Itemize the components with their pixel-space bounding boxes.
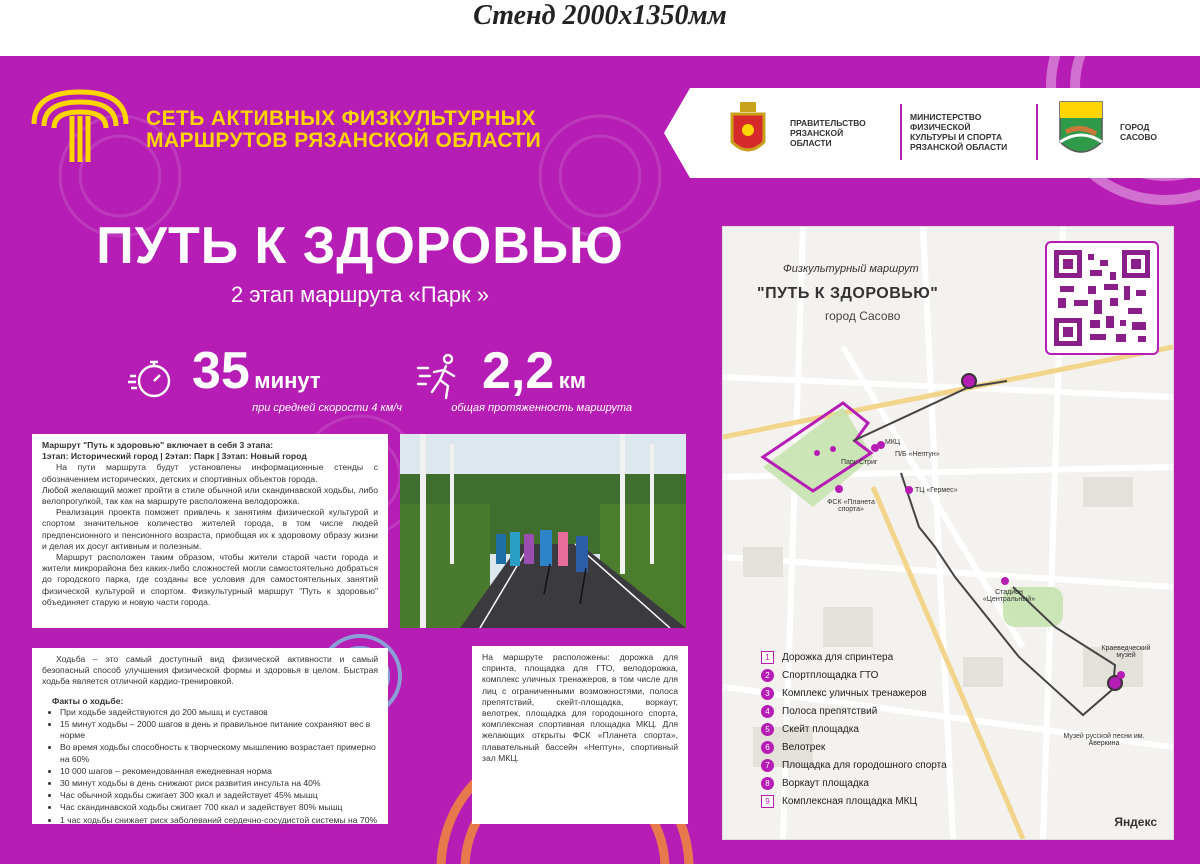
legend-item <box>761 795 917 809</box>
map-label-museum: Краеведческий музей <box>1101 645 1151 659</box>
network-title <box>146 108 666 152</box>
map-label-stadium: Стадион «Центральный» <box>982 589 1036 603</box>
legend-label: Комплексная площадка МКЦ <box>782 796 917 808</box>
distance-stat <box>451 342 682 414</box>
legend-number: 7 <box>761 759 774 772</box>
legend-item <box>761 651 893 665</box>
fact-item: • 30 минут ходьбы в день снижают риск развития инсульта на 40% <box>60 778 378 789</box>
legend-item <box>761 705 877 719</box>
route-stage: 2 этап маршрута «Парк » <box>230 282 490 307</box>
legend-number: 5 <box>761 723 774 736</box>
map-subtitle: Физкультурный маршрут <box>783 263 919 275</box>
distance-note: общая протяженность маршрута <box>451 402 632 414</box>
city-arms-icon <box>1056 98 1106 164</box>
legend-label: Скейт площадка <box>782 724 859 736</box>
legend-item <box>761 669 878 683</box>
facilities-text: На маршруте расположены: дорожка для спринта, площадка для ГТО, велодорожка, комплекс уличных тренажеров, в том числе для лиц с ограниченными возможностями, полоса препятствий, скейт-площадка, воркаут, велотрек, площадка для городошного спорта, комплексная спортивная площадка МКЦ. Для желающих открыты ФСК «Планета спорта», плавательный бассейн «Нептун», спортивный зал МКЦ. <box>482 652 678 763</box>
fact-item: • Час скандинавской ходьбы сжигает 700 ккал и задействует 80% мышц <box>60 802 378 813</box>
map-label-song-museum: Музей русской песни им. Аверкина <box>1063 733 1145 747</box>
description-paragraph: Маршрут расположен таким образом, чтобы жители старой части города и жители микрорайона без каких-либо сложностей могли самостоятельно добраться до городского парка, где созданы все условия для самостоятельных занятий физической культурой и спортом. Физкультурный маршрут "Путь к здоровью" объединяет старую и новую части города. <box>42 552 378 607</box>
map-label-park: Парк Стриг <box>841 459 878 466</box>
legend-number: 8 <box>761 777 774 790</box>
legend-item <box>761 741 825 755</box>
facilities-box <box>472 646 688 824</box>
map-label-neptune: П/Б «Нептун» <box>895 451 940 458</box>
route-map <box>722 226 1174 840</box>
facts-list <box>42 707 378 826</box>
description-paragraph: Реализация проекта поможет привлечь к занятиям физической культурой и спортом значительное количество жителей города, в том числе людей предпенсионного и пенсионного возраста, приобщая их к здоровому образу жизни и делая их досуг активным и полезным. <box>42 507 378 551</box>
walkers-photo <box>400 434 686 628</box>
fact-item: • 1 час ходьбы снижает риск заболеваний сердечно-сосудистой системы на 70% <box>60 815 378 826</box>
info-stand <box>0 56 1200 864</box>
map-label-mkc: МКЦ <box>885 439 901 446</box>
description-stages: 1этап: Исторический город | 2этап: Парк | 3этап: Новый город <box>42 451 307 462</box>
description-heading: Маршрут "Путь к здоровью" включает в себя 3 этапа: <box>42 440 274 450</box>
network-logo-icon <box>28 86 132 166</box>
network-brand <box>28 86 668 166</box>
duration-unit: минут <box>254 368 321 393</box>
route-description <box>32 434 388 628</box>
partner-government: ПРАВИТЕЛЬСТВО РЯЗАНСКОЙ ОБЛАСТИ <box>790 118 866 148</box>
duration-value: 35 <box>192 342 250 400</box>
legend-item <box>761 759 947 773</box>
legend-label: Воркаут площадка <box>782 778 869 790</box>
map-title: "ПУТЬ К ЗДОРОВЬЮ" <box>757 285 939 302</box>
walking-intro: Ходьба – это самый доступный вид физической активности и самый безопасный способ улучшения физической формы и здоровья в целом. Быстрая ходьба является отличной кардио-тренировкой. <box>42 654 378 687</box>
legend-number: 1 <box>761 651 774 664</box>
fact-item: • 15 минут ходьбы – 2000 шагов в день и правильное питание сохраняют вес в норме <box>60 719 378 741</box>
stopwatch-icon <box>128 354 176 402</box>
partners-bar <box>690 88 1200 178</box>
map-provider-logo: Яндекс <box>1114 815 1157 829</box>
qr-code[interactable] <box>1045 241 1159 355</box>
legend-item <box>761 723 859 737</box>
partner-ministry: МИНИСТЕРСТВО ФИЗИЧЕСКОЙ КУЛЬТУРЫ И СПОРТА РЯЗАНСКОЙ ОБЛАСТИ <box>910 112 1008 152</box>
coat-of-arms-icon <box>724 100 772 162</box>
map-city: город Сасово <box>825 309 901 323</box>
network-title-line2: МАРШРУТОВ РЯЗАНСКОЙ ОБЛАСТИ <box>146 129 542 152</box>
walking-facts-box <box>32 648 388 824</box>
legend-label: Дорожка для спринтера <box>782 652 894 664</box>
fact-item: • 10 000 шагов – рекомендованная ежедневная норма <box>60 766 378 777</box>
facts-title: Факты о ходьбе: <box>52 695 124 706</box>
legend-number: 2 <box>761 669 774 682</box>
runner-icon <box>416 352 466 402</box>
stand-size-caption: Стенд 2000х1350мм <box>473 0 727 31</box>
legend-number: 6 <box>761 741 774 754</box>
fact-item: • При ходьбе задействуются до 200 мышц и суставов <box>60 707 378 718</box>
duration-stat <box>192 342 402 414</box>
description-paragraph: На пути маршрута будут установлены информационные стенды с обозначением исторических, детских и спортивных объектов города. <box>42 462 378 484</box>
route-title: ПУТЬ К ЗДОРОВЬЮ <box>96 217 624 275</box>
legend-label: Площадка для городошного спорта <box>782 760 947 772</box>
legend-label: Полоса препятствий <box>782 706 878 718</box>
legend-number: 3 <box>761 687 774 700</box>
legend-label: Велотрек <box>782 742 826 754</box>
legend-number: 4 <box>761 705 774 718</box>
description-paragraph: Любой желающий может пройти в стиле обычной или скандинавской ходьбы, либо велопрогулкой, так как на маршруте расположена велодорожка. <box>42 484 378 507</box>
legend-item <box>761 687 927 701</box>
partner-city: ГОРОД САСОВО <box>1120 122 1157 142</box>
map-label-fsk: ФСК «Планета спорта» <box>827 499 875 513</box>
partner-separator <box>900 104 902 160</box>
legend-item <box>761 777 869 791</box>
legend-number: 9 <box>761 795 774 808</box>
qr-code-icon <box>1054 250 1150 346</box>
map-label-germes: ТЦ «Гермес» <box>915 487 958 494</box>
duration-note: при средней скорости 4 км/ч <box>252 402 402 414</box>
distance-value: 2,2 <box>482 342 555 400</box>
distance-unit: км <box>558 368 587 393</box>
network-title-line1: СЕТЬ АКТИВНЫХ ФИЗКУЛЬТУРНЫХ <box>146 107 536 130</box>
fact-item: • Во время ходьбы способность к творческому мышлению возрастает примерно на 60% <box>60 742 378 764</box>
legend-label: Спортплощадка ГТО <box>782 670 879 682</box>
legend-label: Комплекс уличных тренажеров <box>782 688 927 700</box>
fact-item: • Час обычной ходьбы сжигает 300 ккал и задействует 45% мышц <box>60 790 378 801</box>
partner-separator <box>1036 104 1038 160</box>
